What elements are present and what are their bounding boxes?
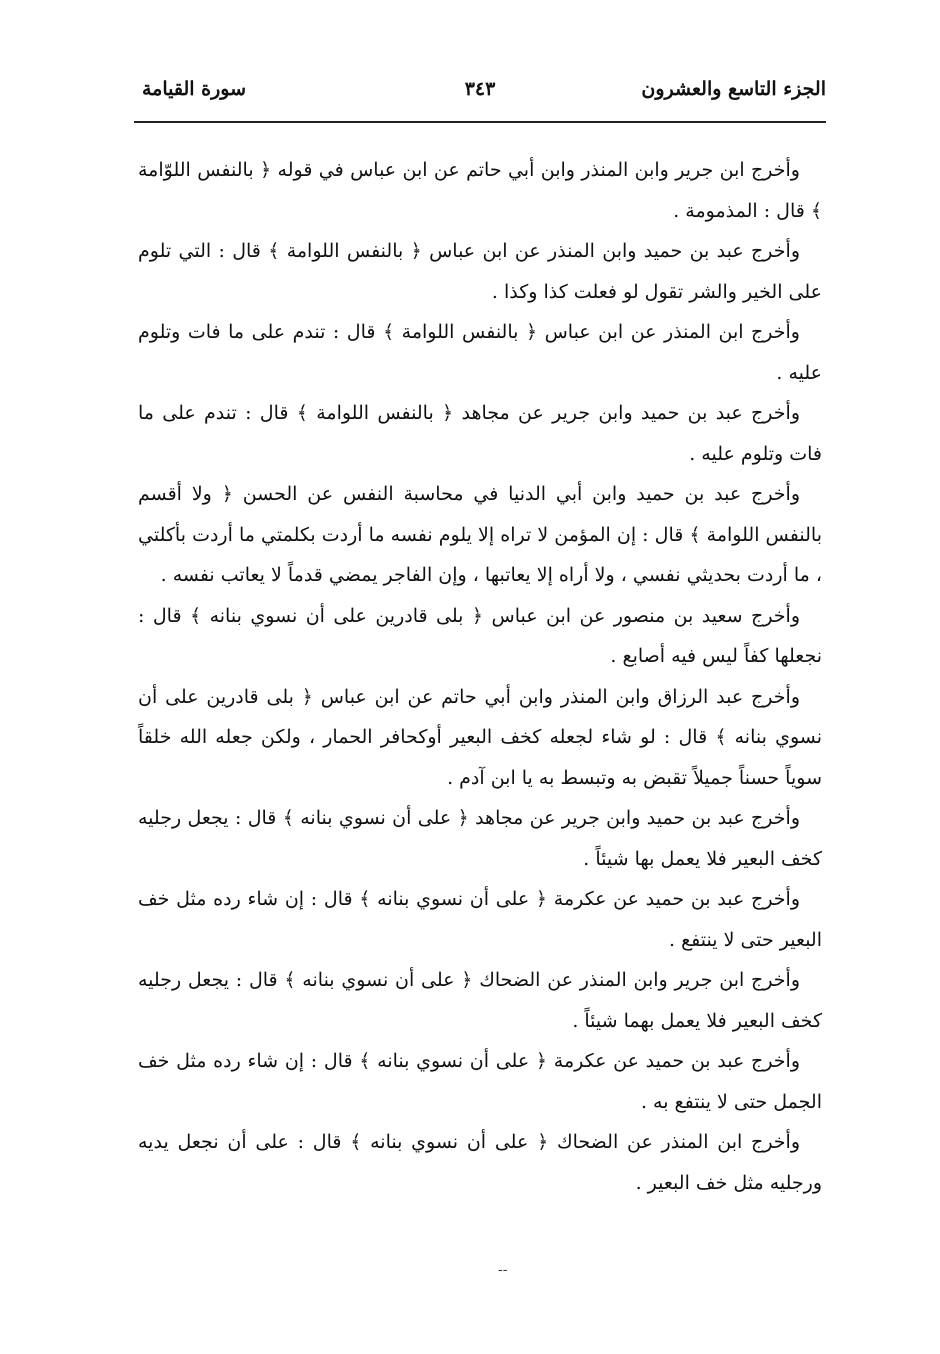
juz-title: الجزء التاسع والعشرون (641, 78, 826, 100)
paragraph: وأخرج ابن جرير وابن المنذر عن الضحاك ﴿ على أن نسوي بنانه ﴾ قال : يجعل رجليه كخف البعير فلا يعمل بهما شيئاً . (138, 969, 822, 1032)
paragraph: وأخرج عبد الرزاق وابن المنذر وابن أبي حاتم عن ابن عباس ﴿ بلى قادرين على أن نسوي بنانه ﴾ قال : لو شاء لجعله كخف البعير أوكحافر الحمار ، ولكن جعله الله خلقاً سوياً حسناً جميلاً تقبض به وتبسط به يا ابن آدم . (138, 685, 822, 789)
page-body (138, 150, 822, 1203)
paragraph: وأخرج ابن جرير وابن المنذر وابن أبي حاتم عن ابن عباس في قوله ﴿ بالنفس اللوّامة ﴾ قال : المذمومة . (138, 159, 822, 222)
surah-title: سورة القيامة (142, 78, 247, 100)
paragraph: وأخرج سعيد بن منصور عن ابن عباس ﴿ بلى قادرين على أن نسوي بنانه ﴾ قال : نجعلها كفاً ليس فيه أصابع . (138, 604, 822, 667)
paragraph: وأخرج ابن المنذر عن الضحاك ﴿ على أن نسوي بنانه ﴾ قال : على أن نجعل يديه ورجليه مثل خف البعير . (138, 1131, 822, 1194)
paragraph: وأخرج عبد بن حميد وابن أبي الدنيا في محاسبة النفس عن الحسن ﴿ ولا أقسم بالنفس اللوامة ﴾ قال : إن المؤمن لا تراه إلا يلوم نفسه ما أردت بكلمتي ما أردت بأكلتي ، ما أردت بحديثي نفسي ، ولا أراه إلا يعاتبها ، وإن الفاجر يمضي قدماً لا يعاتب نفسه . (138, 483, 822, 586)
footer-mark: -- (498, 1262, 508, 1278)
page-header (134, 72, 826, 120)
paragraph: وأخرج عبد بن حميد وابن جرير عن مجاهد ﴿ على أن نسوي بنانه ﴾ قال : يجعل رجليه كخف البعير فلا يعمل بها شيئاً . (138, 807, 822, 870)
paragraph: وأخرج ابن المنذر عن ابن عباس ﴿ بالنفس اللوامة ﴾ قال : تندم على ما فات وتلوم عليه . (138, 321, 822, 384)
paragraph: وأخرج عبد بن حميد وابن المنذر عن ابن عباس ﴿ بالنفس اللوامة ﴾ قال : التي تلوم على الخير والشر تقول لو فعلت كذا وكذا . (138, 240, 822, 303)
paragraph: وأخرج عبد بن حميد وابن جرير عن مجاهد ﴿ بالنفس اللوامة ﴾ قال : تندم على ما فات وتلوم عليه . (138, 402, 822, 465)
paragraph: وأخرج عبد بن حميد عن عكرمة ﴿ على أن نسوي بنانه ﴾ قال : إن شاء رده مثل خف الجمل حتى لا ينتفع به . (138, 1050, 822, 1113)
header-rule (134, 121, 826, 123)
paragraph: وأخرج عبد بن حميد عن عكرمة ﴿ على أن نسوي بنانه ﴾ قال : إن شاء رده مثل خف البعير حتى لا ينتفع . (138, 888, 822, 951)
page-number: ٣٤٣ (464, 78, 496, 100)
